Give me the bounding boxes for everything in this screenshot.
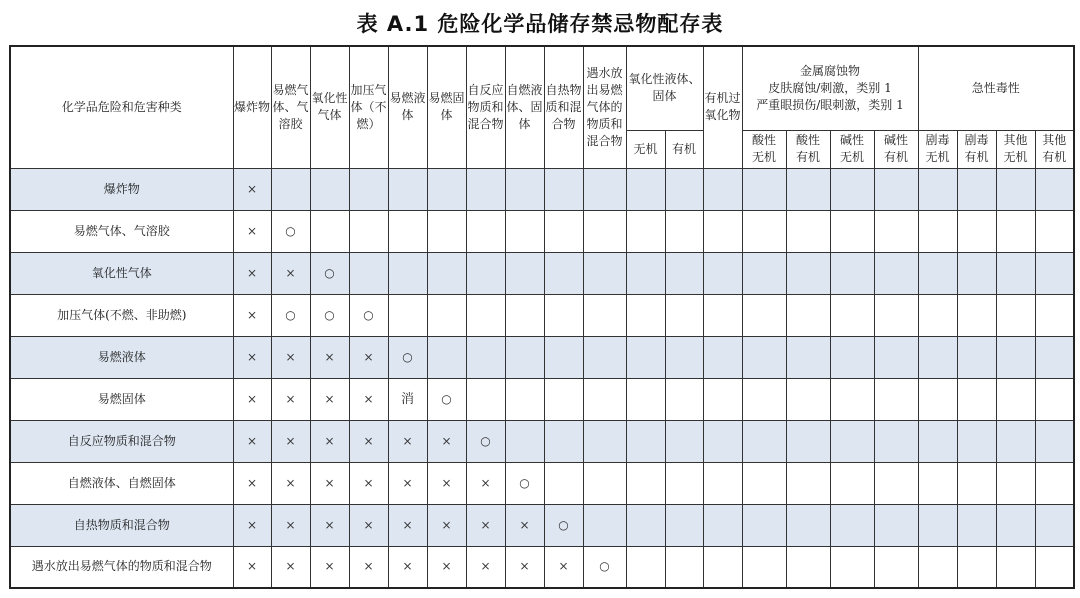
matrix-cell: × <box>349 504 388 546</box>
matrix-cell <box>996 420 1035 462</box>
matrix-cell <box>1035 420 1074 462</box>
row-label: 加压气体(不燃、非助燃) <box>10 294 233 336</box>
matrix-cell: × <box>271 462 310 504</box>
matrix-cell <box>1035 504 1074 546</box>
matrix-cell <box>703 462 742 504</box>
matrix-cell <box>665 462 703 504</box>
matrix-cell <box>830 462 874 504</box>
table-row <box>10 504 1074 546</box>
sub-header-highly-toxic-inorganic: 剧毒 无机 <box>918 130 957 168</box>
matrix-cell: × <box>349 420 388 462</box>
row-label: 自燃液体、自燃固体 <box>10 462 233 504</box>
matrix-cell <box>786 336 830 378</box>
matrix-cell <box>786 504 830 546</box>
matrix-cell <box>427 252 466 294</box>
matrix-cell <box>466 168 505 210</box>
matrix-cell: × <box>310 546 349 588</box>
matrix-cell: × <box>271 420 310 462</box>
matrix-cell <box>742 252 786 294</box>
matrix-cell: × <box>271 378 310 420</box>
row-label: 易燃液体 <box>10 336 233 378</box>
table-title: 表 A.1 危险化学品储存禁忌物配存表 <box>356 12 724 36</box>
matrix-cell <box>874 252 918 294</box>
matrix-cell <box>830 336 874 378</box>
matrix-cell: × <box>505 504 544 546</box>
matrix-cell <box>957 168 996 210</box>
matrix-cell <box>996 504 1035 546</box>
matrix-cell <box>626 378 665 420</box>
matrix-cell: × <box>233 168 271 210</box>
col-header-pyrophoric: 自燃液体、固体 <box>505 46 544 168</box>
sub-header-other-organic: 其他 有机 <box>1035 130 1074 168</box>
matrix-cell: ○ <box>544 504 583 546</box>
matrix-cell: ○ <box>427 378 466 420</box>
row-label: 易燃气体、气溶胶 <box>10 210 233 252</box>
matrix-cell <box>874 420 918 462</box>
matrix-cell <box>874 378 918 420</box>
matrix-cell <box>544 336 583 378</box>
matrix-cell <box>466 378 505 420</box>
row-label: 氧化性气体 <box>10 252 233 294</box>
matrix-cell <box>742 546 786 588</box>
matrix-cell <box>583 168 626 210</box>
matrix-cell: × <box>310 462 349 504</box>
matrix-cell <box>996 336 1035 378</box>
matrix-cell <box>996 210 1035 252</box>
matrix-cell <box>957 336 996 378</box>
matrix-cell <box>544 294 583 336</box>
table-body <box>10 168 1074 588</box>
matrix-cell <box>957 210 996 252</box>
col-header-water-reactive: 遇水放出易燃气体的物质和混合物 <box>583 46 626 168</box>
matrix-cell <box>786 168 830 210</box>
matrix-cell: × <box>233 378 271 420</box>
matrix-cell <box>626 504 665 546</box>
matrix-cell <box>703 336 742 378</box>
table-row <box>10 210 1074 252</box>
col-header-flammable-solid: 易燃固体 <box>427 46 466 168</box>
col-header-self-heating: 自热物质和混合物 <box>544 46 583 168</box>
matrix-cell <box>349 252 388 294</box>
matrix-cell: × <box>388 462 427 504</box>
matrix-cell <box>918 336 957 378</box>
matrix-cell: × <box>505 546 544 588</box>
matrix-cell <box>466 294 505 336</box>
matrix-cell <box>1035 168 1074 210</box>
matrix-cell <box>703 294 742 336</box>
matrix-cell: ○ <box>271 294 310 336</box>
col-header-oxidizing-inorganic: 无机 <box>626 130 665 168</box>
matrix-cell <box>583 336 626 378</box>
matrix-cell <box>626 546 665 588</box>
table-row <box>10 462 1074 504</box>
matrix-cell <box>626 294 665 336</box>
matrix-cell <box>626 420 665 462</box>
matrix-cell <box>1035 210 1074 252</box>
matrix-cell: × <box>388 546 427 588</box>
matrix-cell <box>626 462 665 504</box>
matrix-cell: ○ <box>310 252 349 294</box>
matrix-cell <box>918 462 957 504</box>
matrix-cell <box>786 420 830 462</box>
matrix-cell <box>918 168 957 210</box>
matrix-cell <box>830 168 874 210</box>
matrix-cell <box>665 294 703 336</box>
matrix-cell <box>957 504 996 546</box>
matrix-cell <box>874 336 918 378</box>
table-row <box>10 420 1074 462</box>
matrix-cell: × <box>349 378 388 420</box>
matrix-cell <box>703 210 742 252</box>
matrix-cell <box>665 504 703 546</box>
table-row <box>10 336 1074 378</box>
matrix-cell <box>703 420 742 462</box>
matrix-cell <box>918 546 957 588</box>
matrix-cell <box>1035 378 1074 420</box>
row-label: 自反应物质和混合物 <box>10 420 233 462</box>
matrix-cell <box>830 210 874 252</box>
matrix-cell <box>427 168 466 210</box>
matrix-cell <box>918 378 957 420</box>
matrix-cell <box>583 462 626 504</box>
matrix-cell: × <box>310 336 349 378</box>
table-row <box>10 252 1074 294</box>
matrix-cell: ○ <box>466 420 505 462</box>
col-header-oxidizing-organic: 有机 <box>665 130 703 168</box>
matrix-cell <box>427 210 466 252</box>
matrix-cell <box>996 168 1035 210</box>
matrix-cell <box>626 336 665 378</box>
matrix-cell <box>583 378 626 420</box>
matrix-cell <box>544 210 583 252</box>
matrix-cell <box>874 504 918 546</box>
matrix-cell: × <box>233 462 271 504</box>
matrix-cell: 消 <box>388 378 427 420</box>
col-header-corrosive <box>742 46 918 130</box>
matrix-cell: × <box>388 420 427 462</box>
matrix-cell: × <box>388 504 427 546</box>
sub-header-highly-toxic-organic: 剧毒 有机 <box>957 130 996 168</box>
matrix-cell <box>742 336 786 378</box>
matrix-cell: × <box>233 546 271 588</box>
matrix-cell <box>505 210 544 252</box>
matrix-cell <box>786 378 830 420</box>
matrix-cell <box>957 294 996 336</box>
matrix-cell <box>742 420 786 462</box>
matrix-cell <box>505 420 544 462</box>
matrix-cell <box>626 168 665 210</box>
matrix-cell <box>874 546 918 588</box>
matrix-cell <box>583 252 626 294</box>
matrix-cell <box>830 378 874 420</box>
col-header-flammable-gas: 易燃气体、气溶胶 <box>271 46 310 168</box>
matrix-cell: ○ <box>349 294 388 336</box>
corrosive-title: 金属腐蚀物 <box>800 63 861 78</box>
matrix-cell <box>996 252 1035 294</box>
incompatibility-table <box>9 45 1075 589</box>
col-header-organic-peroxide: 有机过氧化物 <box>703 46 742 168</box>
matrix-cell: × <box>233 252 271 294</box>
matrix-cell <box>830 420 874 462</box>
matrix-cell <box>918 210 957 252</box>
matrix-cell: × <box>427 420 466 462</box>
matrix-cell <box>703 504 742 546</box>
matrix-cell <box>583 294 626 336</box>
sub-header-base-inorganic: 碱性 无机 <box>830 130 874 168</box>
matrix-cell: × <box>233 504 271 546</box>
matrix-cell: ○ <box>505 462 544 504</box>
matrix-cell <box>665 168 703 210</box>
matrix-cell: × <box>349 336 388 378</box>
matrix-cell: × <box>310 504 349 546</box>
matrix-cell <box>310 168 349 210</box>
matrix-cell <box>786 546 830 588</box>
matrix-cell: × <box>271 504 310 546</box>
matrix-cell <box>583 420 626 462</box>
matrix-cell <box>786 462 830 504</box>
col-header-acute-toxicity: 急性毒性 <box>918 46 1074 130</box>
matrix-cell <box>505 168 544 210</box>
matrix-cell <box>830 294 874 336</box>
matrix-cell: × <box>310 378 349 420</box>
matrix-cell: × <box>233 210 271 252</box>
table-row <box>10 168 1074 210</box>
sub-header-acid-organic: 酸性 有机 <box>786 130 830 168</box>
matrix-cell <box>544 168 583 210</box>
matrix-cell: × <box>544 546 583 588</box>
col-header-oxidizing-ls: 氧化性液体、固体 <box>626 46 703 130</box>
matrix-cell: × <box>349 462 388 504</box>
matrix-cell <box>742 168 786 210</box>
matrix-cell: × <box>427 462 466 504</box>
matrix-cell <box>786 252 830 294</box>
matrix-cell <box>505 336 544 378</box>
matrix-cell <box>918 420 957 462</box>
matrix-cell <box>310 210 349 252</box>
matrix-cell <box>1035 336 1074 378</box>
matrix-cell <box>703 546 742 588</box>
matrix-cell: × <box>233 420 271 462</box>
matrix-cell: × <box>310 420 349 462</box>
matrix-cell <box>583 210 626 252</box>
matrix-cell <box>466 336 505 378</box>
matrix-cell <box>703 252 742 294</box>
header-corner: 化学品危险和危害种类 <box>10 46 233 168</box>
matrix-cell <box>271 168 310 210</box>
matrix-cell <box>544 252 583 294</box>
row-label: 爆炸物 <box>10 168 233 210</box>
table-row <box>10 378 1074 420</box>
sub-header-base-organic: 碱性 有机 <box>874 130 918 168</box>
matrix-cell: × <box>466 462 505 504</box>
matrix-cell <box>349 210 388 252</box>
matrix-cell <box>957 546 996 588</box>
matrix-cell <box>1035 462 1074 504</box>
matrix-cell <box>349 168 388 210</box>
matrix-cell: × <box>271 336 310 378</box>
matrix-cell <box>918 294 957 336</box>
row-label: 自热物质和混合物 <box>10 504 233 546</box>
matrix-cell <box>388 210 427 252</box>
matrix-cell: × <box>271 252 310 294</box>
matrix-cell <box>742 378 786 420</box>
matrix-cell: × <box>466 504 505 546</box>
matrix-cell <box>388 252 427 294</box>
matrix-cell <box>583 504 626 546</box>
matrix-cell <box>544 378 583 420</box>
matrix-cell <box>505 252 544 294</box>
table-row <box>10 294 1074 336</box>
col-header-flammable-liquid: 易燃液体 <box>388 46 427 168</box>
corrosive-line3: 严重眼损伤/眼刺激，类别 1 <box>756 97 904 112</box>
matrix-cell <box>466 210 505 252</box>
matrix-cell <box>544 462 583 504</box>
matrix-cell <box>626 252 665 294</box>
matrix-cell: × <box>233 336 271 378</box>
matrix-cell: × <box>271 546 310 588</box>
matrix-cell <box>742 504 786 546</box>
matrix-cell <box>427 336 466 378</box>
matrix-cell <box>918 504 957 546</box>
matrix-cell: × <box>427 546 466 588</box>
col-header-self-reactive: 自反应物质和混合物 <box>466 46 505 168</box>
matrix-cell <box>427 294 466 336</box>
matrix-cell <box>1035 546 1074 588</box>
matrix-cell <box>388 168 427 210</box>
matrix-cell <box>742 294 786 336</box>
matrix-cell <box>505 294 544 336</box>
matrix-cell <box>830 546 874 588</box>
table-row <box>10 546 1074 588</box>
matrix-cell <box>918 252 957 294</box>
matrix-cell <box>874 210 918 252</box>
matrix-cell <box>742 462 786 504</box>
matrix-cell <box>957 252 996 294</box>
matrix-cell <box>957 378 996 420</box>
matrix-cell: × <box>466 546 505 588</box>
matrix-cell: × <box>427 504 466 546</box>
matrix-cell: ○ <box>583 546 626 588</box>
matrix-cell: × <box>349 546 388 588</box>
matrix-cell: × <box>233 294 271 336</box>
row-label: 易燃固体 <box>10 378 233 420</box>
matrix-cell: ○ <box>271 210 310 252</box>
matrix-cell: ○ <box>388 336 427 378</box>
matrix-cell <box>665 210 703 252</box>
matrix-cell <box>786 294 830 336</box>
matrix-cell <box>786 210 830 252</box>
matrix-cell <box>544 420 583 462</box>
matrix-cell <box>1035 252 1074 294</box>
matrix-cell <box>996 462 1035 504</box>
col-header-explosives: 爆炸物 <box>233 46 271 168</box>
matrix-cell <box>874 294 918 336</box>
row-label: 遇水放出易燃气体的物质和混合物 <box>10 546 233 588</box>
matrix-cell <box>996 294 1035 336</box>
matrix-cell <box>742 210 786 252</box>
matrix-cell <box>996 546 1035 588</box>
matrix-cell <box>626 210 665 252</box>
matrix-cell <box>996 378 1035 420</box>
matrix-cell <box>957 462 996 504</box>
sub-header-acid-inorganic: 酸性 无机 <box>742 130 786 168</box>
matrix-cell: ○ <box>310 294 349 336</box>
matrix-cell <box>665 252 703 294</box>
matrix-cell <box>466 252 505 294</box>
matrix-cell <box>505 378 544 420</box>
matrix-cell <box>665 336 703 378</box>
matrix-cell <box>665 420 703 462</box>
matrix-cell <box>957 420 996 462</box>
matrix-cell <box>874 168 918 210</box>
matrix-cell <box>874 462 918 504</box>
col-header-pressurized-gas: 加压气体（不燃） <box>349 46 388 168</box>
matrix-cell <box>703 378 742 420</box>
matrix-cell <box>665 378 703 420</box>
matrix-cell <box>830 252 874 294</box>
sub-header-other-inorganic: 其他 无机 <box>996 130 1035 168</box>
matrix-cell <box>665 546 703 588</box>
corrosive-line2: 皮肤腐蚀/刺激，类别 1 <box>768 80 892 95</box>
matrix-cell <box>1035 294 1074 336</box>
matrix-cell <box>830 504 874 546</box>
col-header-oxidizing-gas: 氧化性气体 <box>310 46 349 168</box>
matrix-cell <box>388 294 427 336</box>
matrix-cell <box>703 168 742 210</box>
